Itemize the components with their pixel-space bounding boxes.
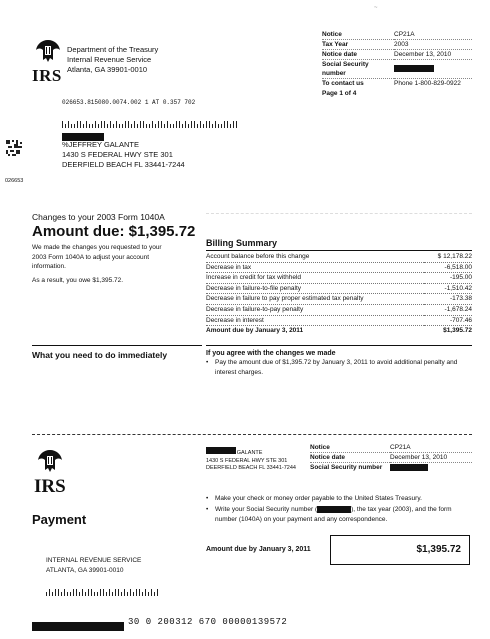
bullet-icon: • xyxy=(206,495,209,502)
stub-instructions xyxy=(206,494,472,525)
stub-notice-row: Social Security number xyxy=(310,463,472,473)
bullet-ssn-redaction xyxy=(317,506,351,513)
return-addr-line: ATLANTA, GA 39901-0010 xyxy=(46,567,124,574)
ssn-redaction xyxy=(394,65,434,72)
stub-bullet-text: Make your check or money order payable to the United States Treasury. xyxy=(215,495,422,502)
agency-block xyxy=(67,45,158,75)
billing-row: Decrease in failure to pay proper estimated tax penalty -173.38 xyxy=(206,294,472,305)
irs-logo-text: IRS xyxy=(32,66,62,85)
billing-title: Billing Summary xyxy=(206,238,472,251)
scanline: 30 0 200312 670 00000139572 xyxy=(128,617,288,627)
billing-row: Decrease in interest -707.46 xyxy=(206,315,472,326)
stub-notice-row: Notice CP21A xyxy=(310,443,472,453)
bullet-icon: • xyxy=(206,506,209,513)
stub-amount-label: Amount due by January 3, 2011 xyxy=(206,546,311,553)
billing-row: Decrease in failure-to-pay penalty -1,678.24 xyxy=(206,304,472,315)
stub-bullet-text: Write your Social Security number ( xyxy=(215,506,318,513)
stub-ssn-redaction xyxy=(390,464,428,471)
stub-bullet xyxy=(206,494,472,504)
stub-bullet xyxy=(206,505,472,525)
summary-owe: As a result, you owe $1,395.72. xyxy=(32,276,124,284)
action-heading: What you need to do immediately xyxy=(32,350,168,360)
postal-barcode xyxy=(62,110,242,117)
return-addr-line: INTERNAL REVENUE SERVICE xyxy=(46,557,142,564)
billing-row: Increase in credit for tax withheld -195.00 xyxy=(206,273,472,284)
agency-dept: Department of the Treasury xyxy=(67,45,159,54)
notice-row: Social Security number xyxy=(322,60,472,79)
stub-recipient-city: DEERFIELD BEACH FL 33441-7244 xyxy=(206,465,296,471)
stub-irs-logo xyxy=(34,448,68,497)
action-block xyxy=(206,350,472,378)
qr-code-icon xyxy=(6,140,22,156)
billing-summary xyxy=(206,238,472,336)
stub-recipient xyxy=(206,450,296,473)
section-rule-left xyxy=(32,345,202,346)
stub-amount-value: $1,395.72 xyxy=(416,544,461,555)
notice-box xyxy=(322,30,472,97)
return-barcode xyxy=(46,578,166,585)
faint-divider xyxy=(206,213,472,214)
summary-block xyxy=(32,212,202,285)
action-subheading: If you agree with the changes we made xyxy=(206,350,336,357)
action-bullet xyxy=(206,358,472,378)
billing-row: Decrease in tax -6,518.00 xyxy=(206,262,472,273)
bullet-icon: • xyxy=(206,359,209,366)
changes-title: Changes to your 2003 Form 1040A xyxy=(32,212,165,222)
stub-notice-box xyxy=(310,443,472,472)
recipient-address xyxy=(62,140,185,170)
notice-row: To contact us Phone 1-800-829-0922 xyxy=(322,80,461,87)
scanline-redaction xyxy=(32,618,124,627)
payment-title: Payment xyxy=(32,512,87,527)
recipient-name: %JEFFREY GALANTE xyxy=(62,140,139,149)
section-rule-right xyxy=(206,345,472,346)
amount-enclosed-box[interactable] xyxy=(330,535,470,565)
notice-row: Tax Year 2003 xyxy=(322,40,472,50)
stub-recipient-name: %JEFFREY GALANTE xyxy=(206,450,263,456)
notice-row: Notice CP21A xyxy=(322,30,472,40)
top-mark: ~ xyxy=(374,5,378,11)
billing-row: Account balance before this change $ 12,178.22 xyxy=(206,252,472,262)
recipient-redaction xyxy=(62,128,104,136)
stub-recipient-street: 1430 S FEDERAL HWY STE 301 xyxy=(206,457,288,464)
side-code: 026653 xyxy=(5,178,24,184)
billing-row: Decrease in failure-to-file penalty -1,510.42 xyxy=(206,283,472,294)
agency-irs: Internal Revenue Service xyxy=(67,55,152,64)
recipient-city: DEERFIELD BEACH FL 33441-7244 xyxy=(62,160,185,169)
irs-eagle-logo xyxy=(32,38,64,85)
recipient-street: 1430 S FEDERAL HWY STE 301 xyxy=(62,150,173,159)
stub-irs-logo-text: IRS xyxy=(34,476,66,497)
amount-due-heading: Amount due: $1,395.72 xyxy=(32,223,196,240)
stub-notice-row: Notice date December 13, 2010 xyxy=(310,453,472,463)
return-address xyxy=(46,556,141,576)
routing-code: 026653.815080.0074.002 1 AT 0.357 702 xyxy=(62,99,196,106)
action-bullet-text: Pay the amount due of $1,395.72 by January 3, 2011 to avoid additional penalty and interest charges. xyxy=(215,359,458,376)
tear-line xyxy=(32,434,472,435)
page-number: Page 1 of 4 xyxy=(322,90,357,97)
notice-row: Notice date December 13, 2010 xyxy=(322,50,472,60)
stub-bullet-text-cont: ), the tax year (2003), and the form number (1040A) on your payment and any correspondence. xyxy=(215,506,452,523)
summary-paragraph: We made the changes you requested to your 2003 Form 1040A to adjust your account information. xyxy=(32,244,162,270)
billing-total-row: Amount due by January 3, 2011 $1,395.72 xyxy=(206,327,472,335)
agency-address: Atlanta, GA 39901-0010 xyxy=(67,65,148,74)
